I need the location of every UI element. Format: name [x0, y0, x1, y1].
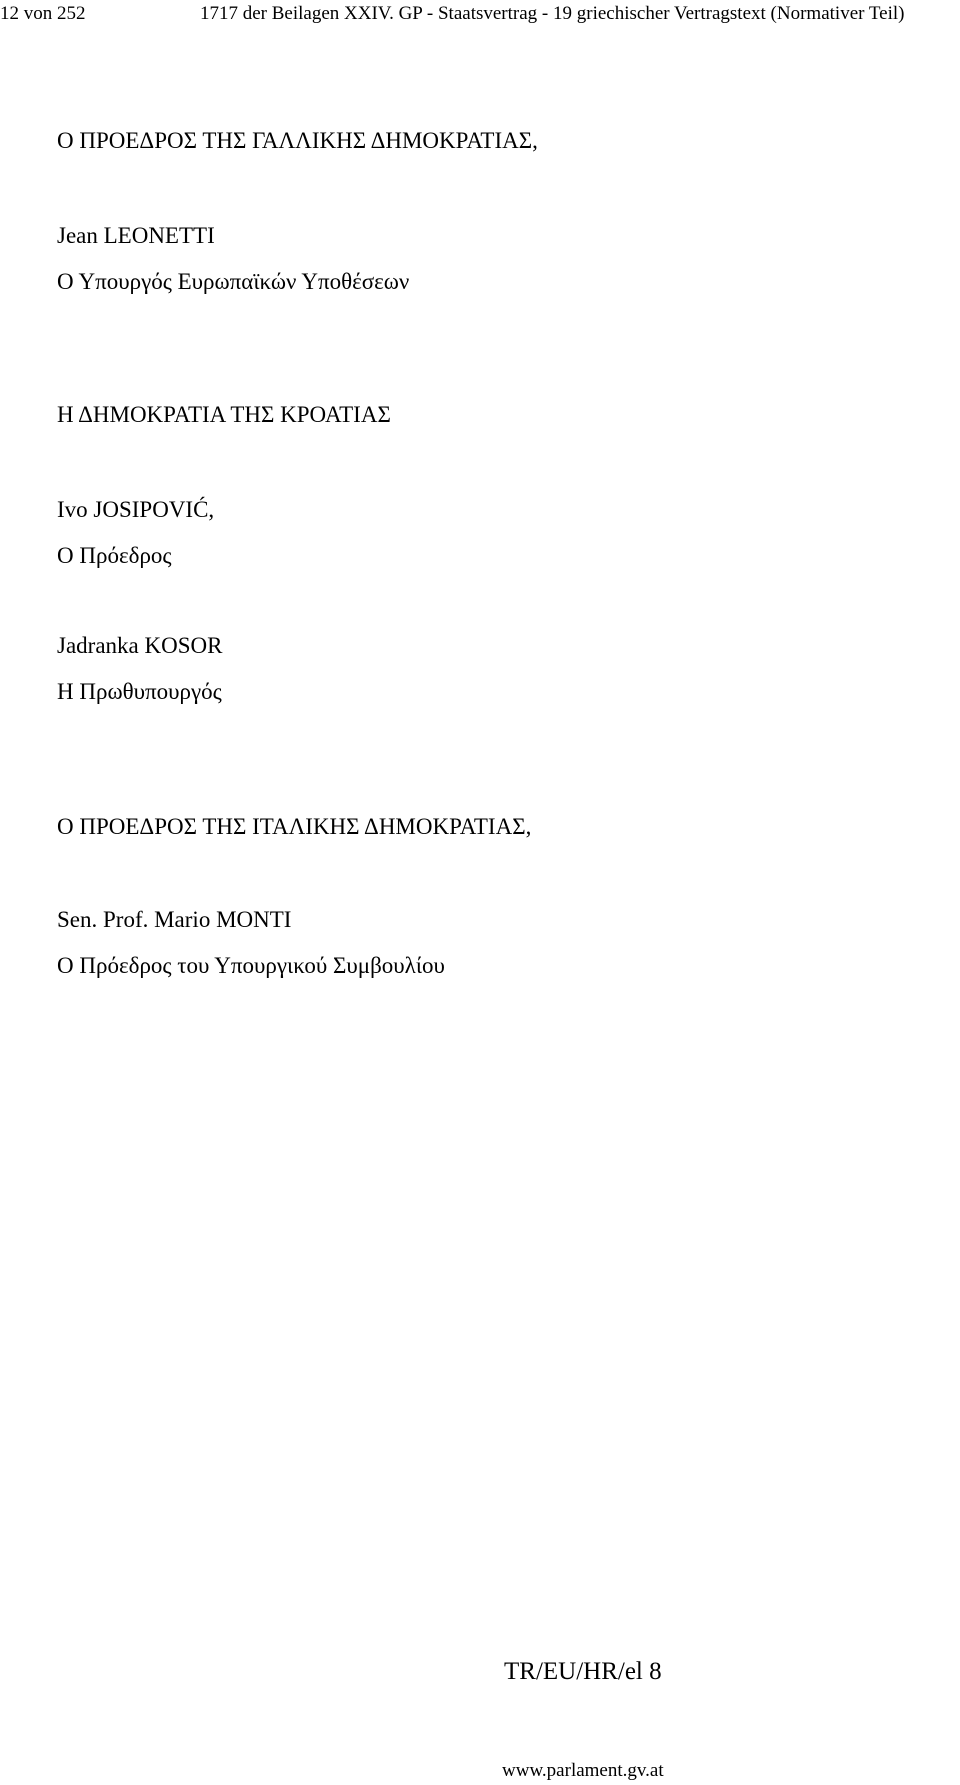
croatia-signatory-2-name: Jadranka KOSOR	[57, 633, 223, 658]
italy-heading: Ο ΠΡΟΕΔΡΟΣ ΤΗΣ ΙΤΑΛΙΚΗΣ ΔΗΜΟΚΡΑΤΙΑΣ,	[57, 814, 532, 839]
page-counter: 12 von 252	[0, 3, 86, 24]
croatia-signatory-2-role: Η Πρωθυπουργός	[57, 679, 222, 704]
croatia-signatory-1-name: Ivo JOSIPOVIĆ,	[57, 497, 215, 522]
france-signatory-role: Ο Υπουργός Ευρωπαϊκών Υποθέσεων	[57, 269, 410, 294]
document-header-title: 1717 der Beilagen XXIV. GP - Staatsvertrag - 19 griechischer Vertragstext (Normativer Teil)	[200, 3, 905, 24]
france-signatory-name: Jean LEONETTI	[57, 223, 215, 248]
croatia-signatory-1-role: Ο Πρόεδρος	[57, 543, 172, 568]
france-heading: Ο ΠΡΟΕΔΡΟΣ ΤΗΣ ΓΑΛΛΙΚΗΣ ΔΗΜΟΚΡΑΤΙΑΣ,	[57, 128, 538, 153]
italy-signatory-name: Sen. Prof. Mario MONTI	[57, 907, 292, 932]
footer-url: www.parlament.gv.at	[502, 1760, 664, 1781]
italy-signatory-role: Ο Πρόεδρος του Υπουργικού Συμβουλίου	[57, 953, 445, 978]
document-reference: TR/EU/HR/el 8	[504, 1658, 662, 1685]
croatia-heading: Η ΔΗΜΟΚΡΑΤΙΑ ΤΗΣ ΚΡΟΑΤΙΑΣ	[57, 402, 391, 427]
